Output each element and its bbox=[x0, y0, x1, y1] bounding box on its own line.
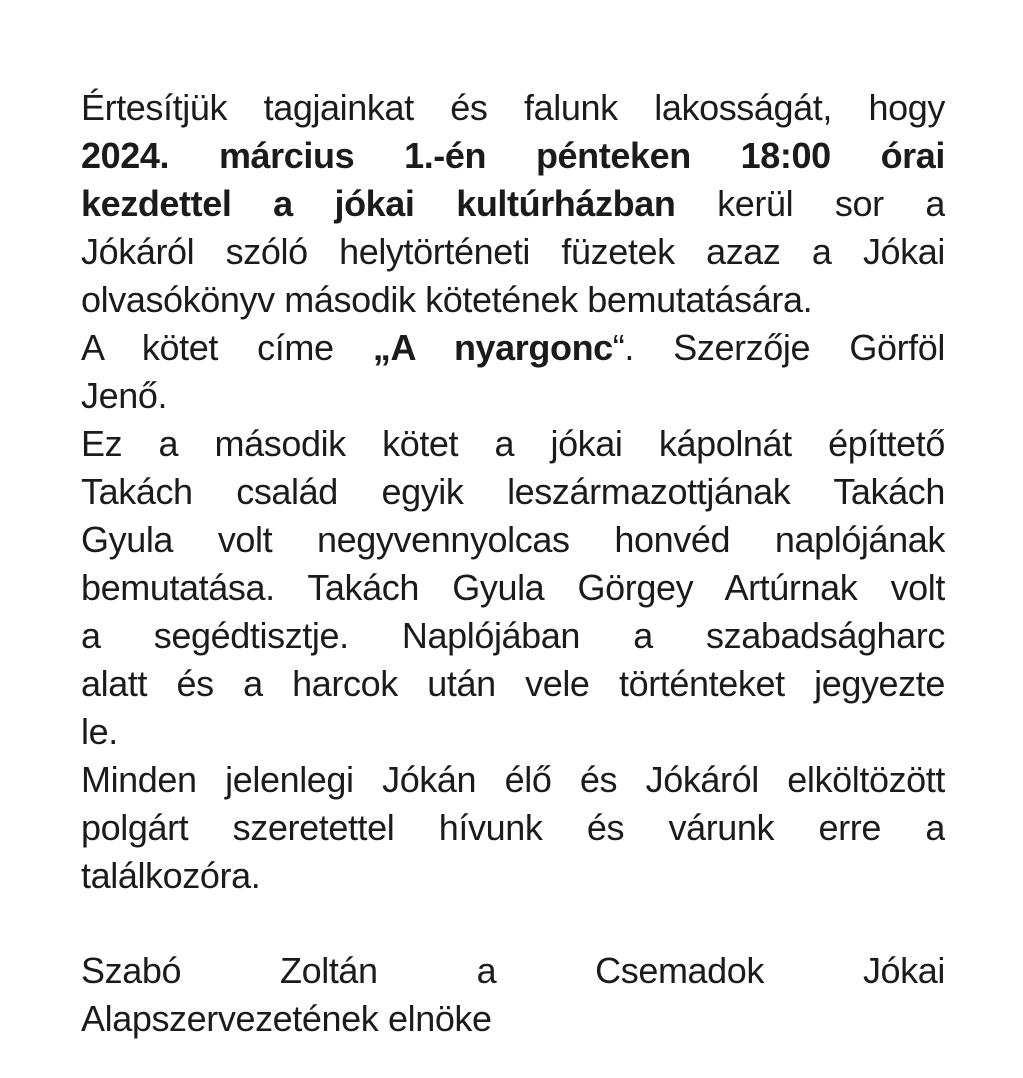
text-segment: Ez a második kötet a jókai kápolnát építtető bbox=[81, 423, 945, 464]
text-segment: Értesítjük tagjainkat és falunk lakosságát, hogy bbox=[81, 87, 945, 128]
paragraph-invitation bbox=[81, 756, 945, 900]
text-line bbox=[81, 612, 945, 660]
text-segment: a segédtisztje. Naplójában a szabadságharc bbox=[81, 615, 945, 656]
text-line bbox=[81, 995, 945, 1043]
text-line bbox=[81, 708, 945, 756]
text-line bbox=[81, 804, 945, 852]
text-line bbox=[81, 516, 945, 564]
text-segment: Minden jelenlegi Jókán élő és Jókáról elköltözött bbox=[81, 759, 945, 800]
text-segment: le. bbox=[81, 711, 118, 752]
text-segment: Alapszervezetének elnöke bbox=[81, 998, 492, 1039]
text-line bbox=[81, 660, 945, 708]
paragraph-book-description bbox=[81, 420, 945, 756]
text-segment: Takách család egyik leszármazottjának Takách bbox=[81, 471, 945, 512]
text-segment: bemutatása. Takách Gyula Görgey Artúrnak volt bbox=[81, 567, 945, 608]
text-line bbox=[81, 564, 945, 612]
text-line bbox=[81, 947, 945, 995]
paragraph-book-title-author bbox=[81, 324, 945, 420]
document-body bbox=[81, 84, 945, 1043]
text-line bbox=[81, 420, 945, 468]
bold-text-segment: „A nyargonc bbox=[372, 327, 613, 368]
text-line bbox=[81, 324, 945, 372]
text-line bbox=[81, 228, 945, 276]
text-line bbox=[81, 468, 945, 516]
text-line bbox=[81, 372, 945, 420]
text-segment: találkozóra. bbox=[81, 855, 261, 896]
text-line bbox=[81, 180, 945, 228]
text-segment: “. Szerzője Görföl bbox=[612, 327, 945, 368]
text-segment: polgárt szeretettel hívunk és várunk erre a bbox=[81, 807, 945, 848]
paragraph-signature bbox=[81, 947, 945, 1043]
text-line bbox=[81, 852, 945, 900]
bold-text-segment: kezdettel a jókai kultúrházban bbox=[81, 183, 676, 224]
text-segment: Jókáról szóló helytörténeti füzetek azaz a Jókai bbox=[81, 231, 945, 272]
paragraph-event-announcement bbox=[81, 84, 945, 324]
text-segment: olvasókönyv második kötetének bemutatására. bbox=[81, 279, 813, 320]
text-segment: alatt és a harcok után vele történteket jegyezte bbox=[81, 663, 945, 704]
text-segment: A kötet címe bbox=[81, 327, 373, 368]
text-line bbox=[81, 84, 945, 132]
text-segment: Gyula volt negyvennyolcas honvéd naplójának bbox=[81, 519, 945, 560]
text-segment: Jenő. bbox=[81, 375, 168, 416]
text-segment: kerül sor a bbox=[675, 183, 945, 224]
text-line bbox=[81, 276, 945, 324]
bold-text-segment: 2024. március 1.-én pénteken 18:00 órai bbox=[81, 135, 945, 176]
text-segment: Szabó Zoltán a Csemadok Jókai bbox=[81, 950, 945, 991]
text-line bbox=[81, 756, 945, 804]
text-line bbox=[81, 132, 945, 180]
